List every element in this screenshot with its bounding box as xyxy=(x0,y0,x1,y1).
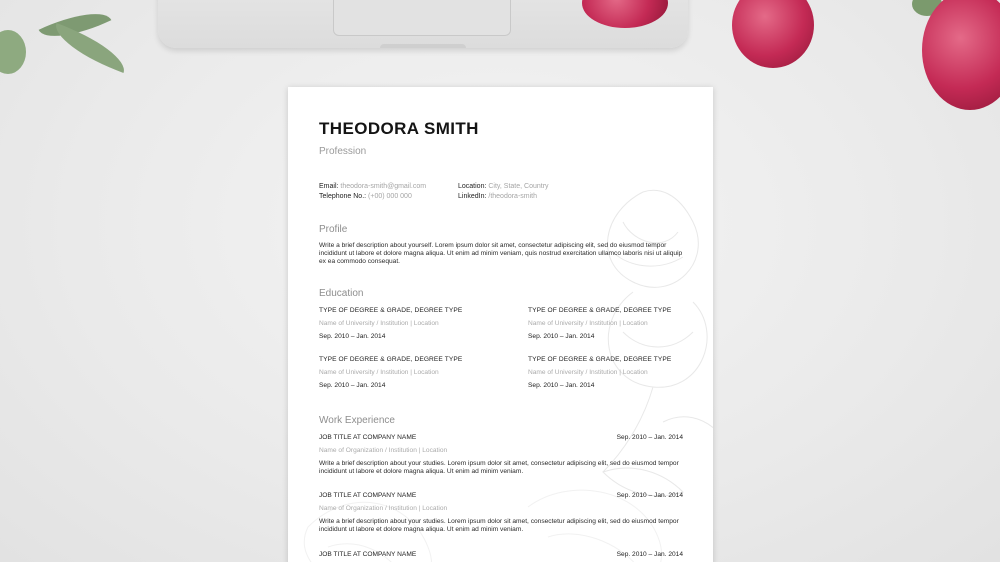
job-organization: Name of Organization / Institution | Location xyxy=(319,447,448,454)
education-dates: Sep. 2010 – Jan. 2014 xyxy=(319,382,386,389)
job-description: Write a brief description about your studies. Lorem ipsum dolor sit amet, consectetur adipiscing elit, sed do eiusmod tempor incididunt ut labore et dolore magna aliqua. Ut enim ad minim veniam. xyxy=(319,518,679,534)
education-degree: TYPE OF DEGREE & GRADE, DEGREE TYPE xyxy=(319,307,463,314)
laptop-trackpad xyxy=(333,0,511,36)
contact-block-left xyxy=(319,182,426,201)
job-dates: Sep. 2010 – Jan. 2014 xyxy=(616,434,683,441)
job-title: JOB TITLE AT COMPANY NAME xyxy=(319,434,417,441)
education-institution: Name of University / Institution | Location xyxy=(528,369,648,376)
education-institution: Name of University / Institution | Location xyxy=(319,320,439,327)
peony-flower xyxy=(922,0,1000,110)
education-degree: TYPE OF DEGREE & GRADE, DEGREE TYPE xyxy=(319,356,463,363)
peony-flower xyxy=(732,0,814,68)
education-heading: Education xyxy=(319,288,364,299)
email-line xyxy=(319,182,426,192)
linkedin-value: /theodora-smith xyxy=(488,192,538,200)
education-item xyxy=(319,307,519,340)
phone-line xyxy=(319,192,426,202)
education-item xyxy=(319,356,519,389)
email-value: theodora-smith@gmail.com xyxy=(340,183,427,190)
education-degree: TYPE OF DEGREE & GRADE, DEGREE TYPE xyxy=(528,307,672,314)
profile-text: Write a brief description about yourself. Lorem ipsum dolor sit amet, consectetur adipiscing elit, sed do eiusmod tempor incididunt ut labore et dolore magna aliqua. Ut enim ad minim veniam, quis nostrud exercitation ullamco laboris nisi ut aliquip ex ea commodo consequat. xyxy=(319,242,683,266)
job-dates: Sep. 2010 – Jan. 2014 xyxy=(616,492,683,499)
education-dates: Sep. 2010 – Jan. 2014 xyxy=(528,333,595,340)
location-line xyxy=(458,182,549,192)
laptop-notch xyxy=(380,44,466,48)
job-title: JOB TITLE AT COMPANY NAME xyxy=(319,492,417,499)
education-degree: TYPE OF DEGREE & GRADE, DEGREE TYPE xyxy=(528,356,672,363)
location-label: Location: xyxy=(458,183,487,190)
job-entry xyxy=(319,551,683,558)
phone-value: (+00) 000 000 xyxy=(368,192,412,200)
education-item xyxy=(528,307,713,340)
education-institution: Name of University / Institution | Location xyxy=(528,320,648,327)
education-item xyxy=(528,356,713,389)
job-title: JOB TITLE AT COMPANY NAME xyxy=(319,551,417,558)
job-organization: Name of Organization / Institution | Location xyxy=(319,505,448,512)
resume-name: THEODORA SMITH xyxy=(319,119,479,138)
leaf-decoration xyxy=(48,23,131,73)
job-entry xyxy=(319,434,683,476)
linkedin-label: LinkedIn: xyxy=(458,192,487,200)
work-heading: Work Experience xyxy=(319,415,395,426)
phone-label: Telephone No.: xyxy=(319,192,367,200)
location-value: City, State, Country xyxy=(488,183,549,190)
email-label: Email: xyxy=(319,183,339,190)
plant-bud xyxy=(0,30,26,74)
job-entry xyxy=(319,492,683,534)
linkedin-line xyxy=(458,192,549,202)
job-description: Write a brief description about your studies. Lorem ipsum dolor sit amet, consectetur adipiscing elit, sed do eiusmod tempor incididunt ut labore et dolore magna aliqua. Ut enim ad minim veniam. xyxy=(319,460,679,476)
resume-page xyxy=(288,87,713,562)
education-dates: Sep. 2010 – Jan. 2014 xyxy=(319,333,386,340)
education-dates: Sep. 2010 – Jan. 2014 xyxy=(528,382,595,389)
contact-block-right xyxy=(458,182,549,201)
job-dates: Sep. 2010 – Jan. 2014 xyxy=(616,551,683,558)
resume-profession: Profession xyxy=(319,146,367,157)
education-institution: Name of University / Institution | Location xyxy=(319,369,439,376)
profile-heading: Profile xyxy=(319,224,348,235)
